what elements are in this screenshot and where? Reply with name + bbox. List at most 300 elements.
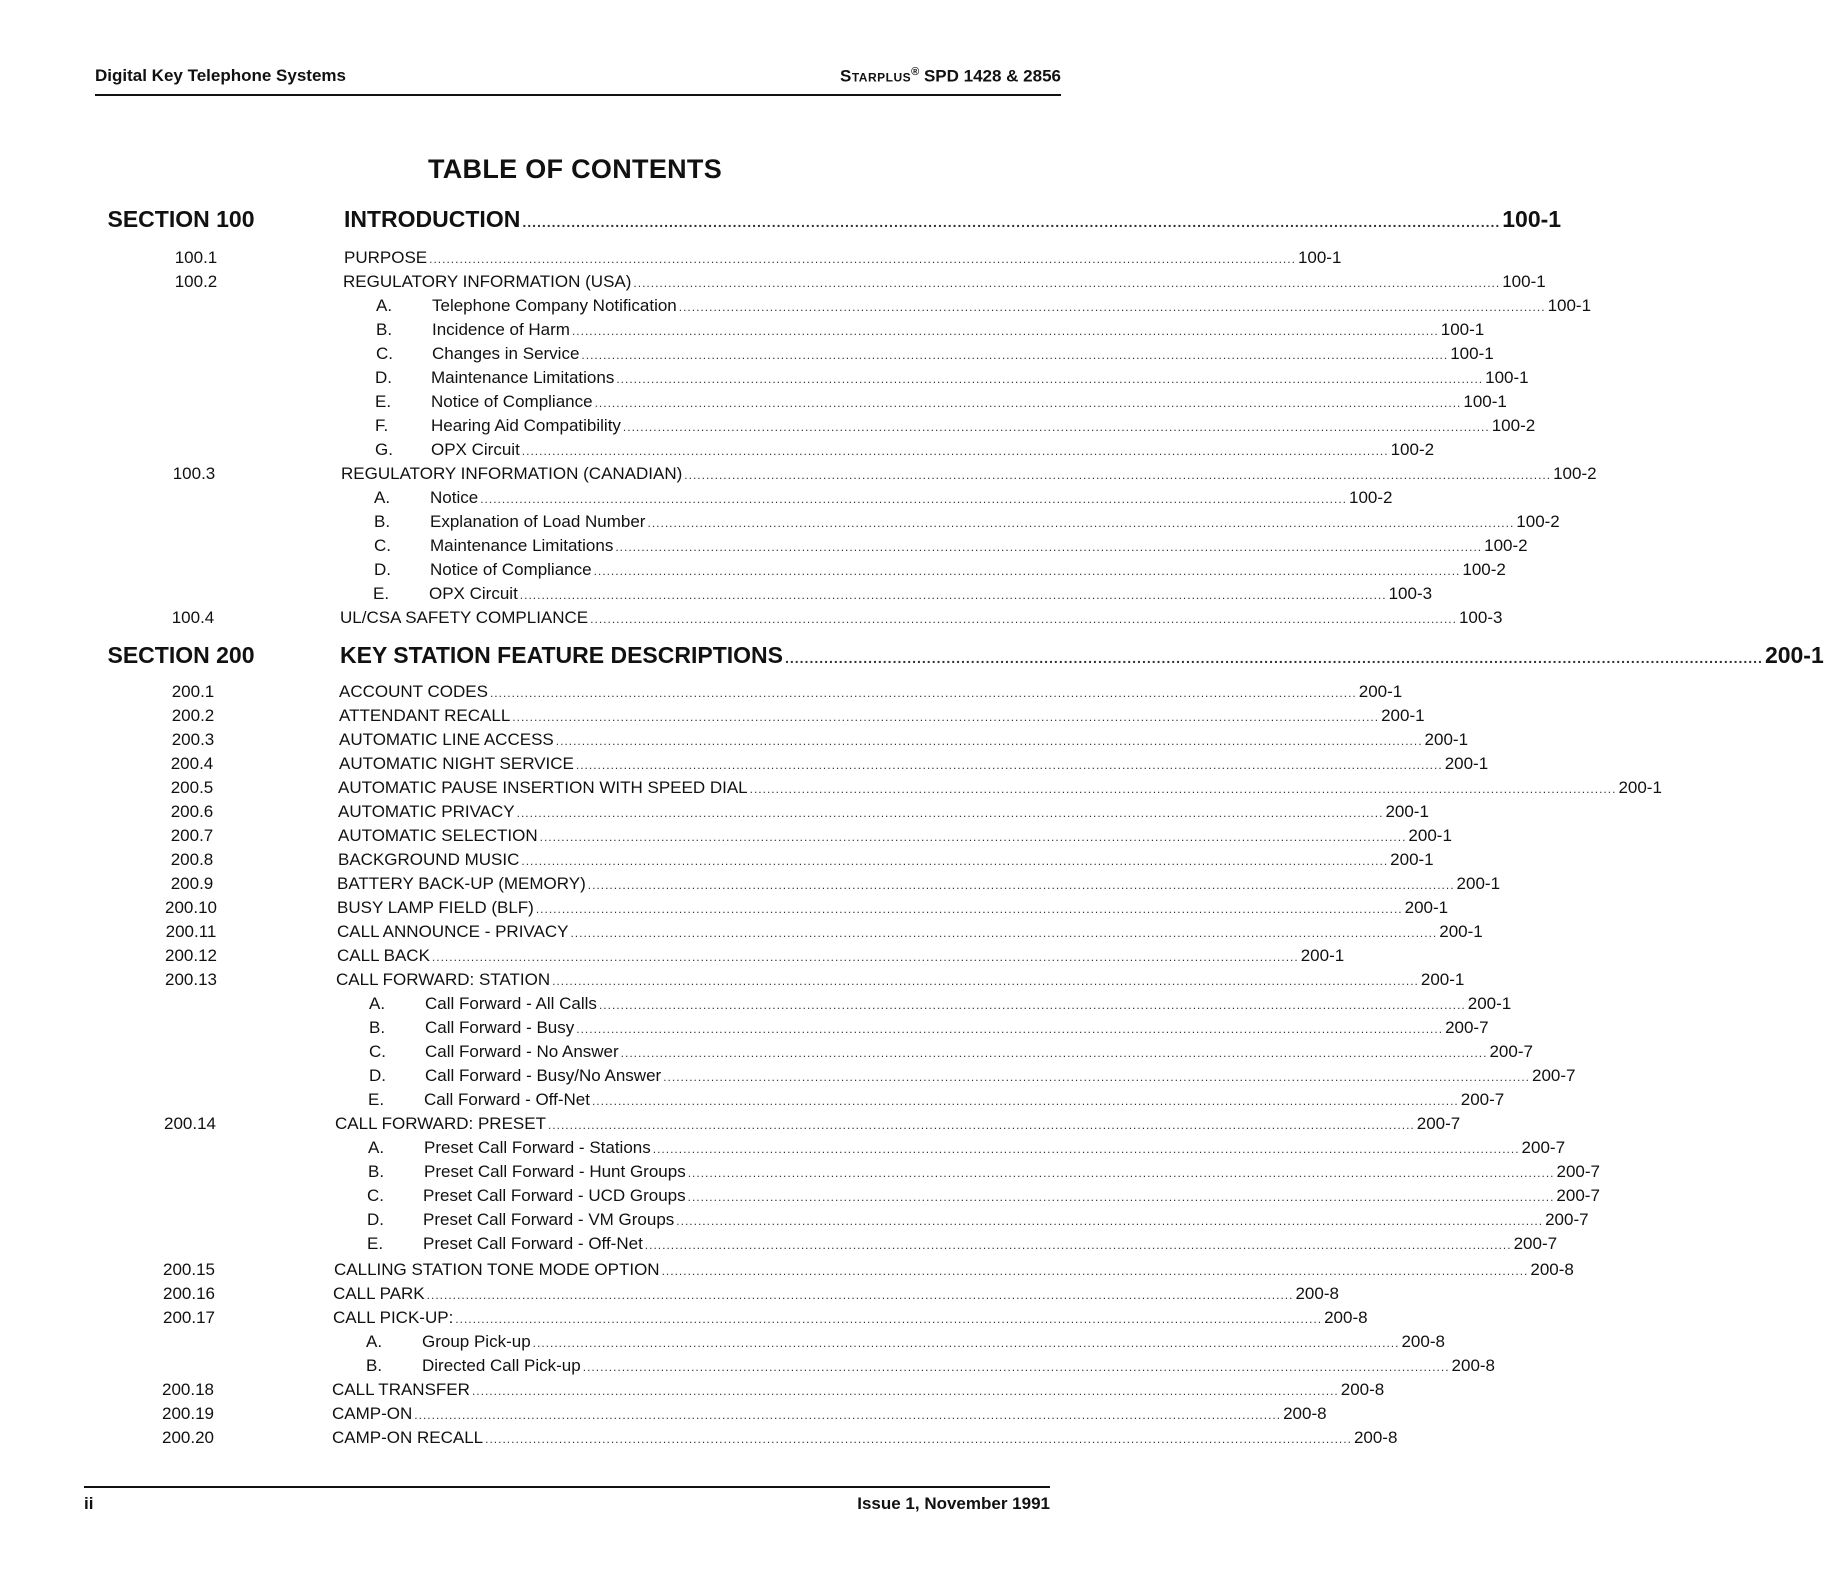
toc-item-number: 200.5: [170, 778, 214, 797]
toc-item-row: [0, 1284, 1339, 1308]
toc-page-number: 100-1: [1440, 320, 1485, 339]
toc-page-number: 100-1: [1502, 206, 1562, 232]
toc-subitem-row: [0, 994, 1512, 1018]
dot-leader: ........................................................................................................................................................................................................: [429, 252, 1296, 266]
toc-page-number: 100-1: [1463, 392, 1507, 411]
toc-page-number: 200-1: [1764, 642, 1824, 668]
toc-entry[interactable]: [375, 440, 1435, 460]
toc-entry[interactable]: [337, 946, 1345, 966]
toc-page-number: 200-1: [1456, 874, 1501, 893]
toc-entry[interactable]: [338, 850, 1434, 870]
toc-entry-title: CALL PARK: [333, 1284, 425, 1303]
dot-leader: ........................................................................................................................................................................................................: [521, 854, 1389, 868]
toc-subitem-letter: A.: [366, 1332, 383, 1351]
toc-entry-title: CALLING STATION TONE MODE OPTION: [334, 1260, 660, 1279]
toc-entry[interactable]: [333, 1284, 1339, 1304]
toc-subitem-row: [0, 1234, 1558, 1258]
toc-entry[interactable]: [368, 1090, 1505, 1110]
toc-page-number: 200-8: [1324, 1308, 1368, 1327]
dot-leader: ........................................................................................................................................................................................................: [644, 1238, 1512, 1252]
toc-page-number: 100-2: [1553, 464, 1597, 483]
toc-page-number: 100-1: [1450, 344, 1494, 363]
toc-entry-title: Call Forward - Busy/No Answer: [425, 1066, 662, 1085]
toc-entry[interactable]: [366, 1332, 1445, 1352]
toc-page-number: 100-2: [1390, 440, 1435, 459]
toc-entry-title: Hearing Aid Compatibility: [431, 416, 621, 435]
toc-subitem-letter: B.: [376, 320, 393, 339]
toc-entry-title: CALL PICK-UP:: [333, 1308, 454, 1327]
toc-item-row: [0, 922, 1483, 946]
toc-subitem-letter: C.: [374, 536, 391, 555]
toc-subitem-row: [0, 392, 1507, 416]
toc-item-row: [0, 272, 1546, 296]
toc-page-number: 200-1: [1444, 754, 1489, 773]
toc-subitem-letter: E.: [368, 1090, 385, 1109]
dot-leader: ........................................................................................................................................................................................................: [594, 396, 1462, 410]
toc-item-number: 200.2: [171, 706, 215, 725]
toc-item-row: [0, 682, 1403, 706]
toc-subitem-row: [0, 440, 1435, 464]
toc-item-row: [0, 898, 1449, 922]
toc-page-number: 200-8: [1340, 1380, 1385, 1399]
toc-item-row: [0, 826, 1452, 850]
toc-subitem-row: [0, 1042, 1533, 1066]
toc-subitem-letter: C.: [367, 1186, 384, 1205]
toc-page-number: 200-7: [1531, 1066, 1576, 1085]
toc-item-number: 100.4: [171, 608, 215, 627]
toc-page-number: 100-1: [1547, 296, 1592, 315]
toc-item-number: 200.15: [163, 1260, 215, 1279]
toc-entry-title: Notice of Compliance: [431, 392, 593, 411]
toc-subitem-row: [0, 512, 1560, 536]
dot-leader: ........................................................................................................................................................................................................: [414, 1408, 1282, 1422]
toc-entry-title: Call Forward - All Calls: [425, 994, 597, 1013]
toc-item-number: 200.7: [170, 826, 214, 845]
toc-item-number: 200.10: [165, 898, 217, 917]
toc-page-number: 200-7: [1556, 1162, 1600, 1181]
toc-subitem-letter: B.: [366, 1356, 383, 1375]
toc-subitem-row: [0, 1356, 1496, 1380]
toc-page-number: 100-1: [1485, 368, 1529, 387]
toc-subitem-letter: C.: [369, 1042, 386, 1061]
toc-subitem-row: [0, 1162, 1600, 1186]
toc-item-number: 200.1: [171, 682, 215, 701]
toc-entry[interactable]: [369, 1018, 1489, 1038]
dot-leader: ........................................................................................................................................................................................................: [519, 588, 1387, 602]
toc-entry[interactable]: [376, 320, 1485, 340]
toc-subitem-row: [0, 320, 1485, 344]
toc-page-number: 200-7: [1416, 1114, 1461, 1133]
dot-leader: ........................................................................................................................................................................................................: [582, 1360, 1450, 1374]
toc-entry-title: AUTOMATIC SELECTION: [338, 826, 538, 845]
toc-item-number: 100.3: [172, 464, 216, 483]
registered-mark: ®: [911, 66, 920, 78]
toc-entry[interactable]: [369, 994, 1512, 1014]
toc-item-row: [0, 1404, 1327, 1428]
toc-entry-title: BUSY LAMP FIELD (BLF): [337, 898, 534, 917]
toc-subitem-row: [0, 1138, 1566, 1162]
toc-item-number: 200.17: [163, 1308, 215, 1327]
header-model: SPD 1428 & 2856: [919, 66, 1061, 86]
dot-leader: ........................................................................................................................................................................................................: [431, 950, 1299, 964]
toc-entry-title: ATTENDANT RECALL: [339, 706, 511, 725]
toc-subitem-row: [0, 1186, 1600, 1210]
toc-entry-title: INTRODUCTION: [344, 206, 521, 232]
toc-subitem-row: [0, 560, 1506, 584]
toc-page-number: 200-1: [1467, 994, 1512, 1013]
toc-item-number: 200.11: [165, 922, 217, 941]
toc-item-row: [0, 1428, 1398, 1452]
toc-item-row: [0, 730, 1469, 754]
toc-subitem-row: [0, 368, 1529, 392]
toc-page-number: 200-8: [1401, 1332, 1445, 1351]
dot-leader: ........................................................................................................................................................................................................: [598, 998, 1466, 1012]
toc-section-row: [0, 642, 1824, 668]
toc-item-row: [0, 1380, 1385, 1404]
toc-item-number: 100.2: [174, 272, 218, 291]
toc-entry-title: Explanation of Load Number: [430, 512, 646, 531]
toc-page-number: 100-2: [1348, 488, 1393, 507]
toc-subitem-row: [0, 1018, 1489, 1042]
toc-item-row: [0, 1260, 1574, 1284]
toc-entry[interactable]: [339, 730, 1469, 750]
toc-item-number: 200.20: [162, 1428, 214, 1447]
toc-page-number: 200-8: [1530, 1260, 1574, 1279]
toc-entry[interactable]: [368, 1138, 1566, 1158]
toc-entry-title: Preset Call Forward - Off-Net: [423, 1234, 643, 1253]
toc-entry-title: Call Forward - Busy: [425, 1018, 575, 1037]
toc-subitem-row: [0, 584, 1433, 608]
toc-entry[interactable]: [332, 1380, 1385, 1400]
toc-item-number: 200.4: [170, 754, 214, 773]
toc-entry[interactable]: [336, 970, 1465, 990]
toc-entry-title: ACCOUNT CODES: [339, 682, 488, 701]
toc-entry[interactable]: [376, 344, 1494, 364]
toc-entry-title: CALL FORWARD: PRESET: [335, 1114, 546, 1133]
toc-page-number: 100-2: [1516, 512, 1560, 531]
toc-entry-title: Preset Call Forward - Stations: [424, 1138, 651, 1157]
toc-entry-title: Notice of Compliance: [430, 560, 592, 579]
dot-leader: ........................................................................................................................................................................................................: [539, 830, 1407, 844]
toc-subitem-letter: E.: [367, 1234, 384, 1253]
toc-subitem-letter: E.: [375, 392, 392, 411]
toc-entry[interactable]: [374, 560, 1506, 580]
toc-subitem-row: [0, 344, 1494, 368]
toc-entry[interactable]: [366, 1356, 1496, 1376]
toc-entry[interactable]: [344, 206, 1562, 233]
toc-entry-title: CALL FORWARD: STATION: [336, 970, 551, 989]
toc-item-number: 200.8: [170, 850, 214, 869]
toc-subitem-row: [0, 296, 1592, 320]
toc-page-number: 100-3: [1388, 584, 1433, 603]
dot-leader: ........................................................................................................................................................................................................: [471, 1384, 1339, 1398]
toc-entry[interactable]: [367, 1186, 1600, 1206]
toc-entry-title: Preset Call Forward - VM Groups: [423, 1210, 675, 1229]
toc-entry[interactable]: [339, 754, 1489, 774]
toc-subitem-letter: D.: [374, 560, 391, 579]
toc-entry-title: OPX Circuit: [429, 584, 518, 603]
header-brand: Starplus: [840, 66, 912, 86]
toc-entry[interactable]: [333, 1308, 1368, 1328]
dot-leader: ........................................................................................................................................................................................................: [684, 468, 1552, 482]
toc-page-number: 200-1: [1358, 682, 1403, 701]
dot-leader: ........................................................................................................................................................................................................: [593, 564, 1461, 578]
dot-leader: ........................................................................................................................................................................................................: [581, 348, 1449, 362]
toc-entry[interactable]: [340, 608, 1503, 628]
toc-entry-title: PURPOSE: [344, 248, 428, 267]
toc-entry-title: Incidence of Harm: [432, 320, 570, 339]
toc-item-row: [0, 874, 1501, 898]
toc-page-number: 100-1: [1297, 248, 1342, 267]
toc-section-number: SECTION 100: [107, 206, 255, 232]
toc-page-number: 200-1: [1408, 826, 1452, 845]
toc-entry-title: OPX Circuit: [431, 440, 520, 459]
dot-leader: ........................................................................................................................................................................................................: [571, 324, 1439, 338]
toc-page-number: 200-1: [1390, 850, 1434, 869]
toc-page-number: 200-1: [1618, 778, 1662, 797]
toc-item-row: [0, 1114, 1461, 1138]
toc-entry[interactable]: [339, 706, 1425, 726]
toc-entry[interactable]: [332, 1428, 1398, 1448]
toc-entry-title: Call Forward - Off-Net: [424, 1090, 590, 1109]
toc-entry-title: Changes in Service: [432, 344, 580, 363]
page-footer: [84, 1486, 1050, 1528]
toc-page-number: 200-7: [1556, 1186, 1600, 1205]
toc-subitem-row: [0, 1210, 1589, 1234]
toc-entry[interactable]: [332, 1404, 1327, 1424]
dot-leader: ........................................................................................................................................................................................................: [555, 734, 1423, 748]
page-number: ii: [84, 1494, 94, 1513]
toc-entry[interactable]: [338, 826, 1452, 846]
toc-page-number: 200-8: [1451, 1356, 1496, 1375]
toc-entry-title: BACKGROUND MUSIC: [338, 850, 520, 869]
toc-entry-title: CALL ANNOUNCE - PRIVACY: [337, 922, 569, 941]
toc-item-row: [0, 608, 1503, 632]
toc-subitem-letter: A.: [374, 488, 391, 507]
toc-subitem-letter: A.: [369, 994, 386, 1013]
toc-page-number: 100-2: [1484, 536, 1528, 555]
toc-entry[interactable]: [375, 368, 1529, 388]
dot-leader: ........................................................................................................................................................................................................: [687, 1190, 1555, 1204]
toc-item-row: [0, 946, 1345, 970]
toc-item-number: 200.9: [170, 874, 214, 893]
toc-item-number: 200.3: [171, 730, 215, 749]
toc-page-number: 200-7: [1489, 1042, 1533, 1061]
dot-leader: ........................................................................................................................................................................................................: [426, 1288, 1294, 1302]
toc-entry-title: Directed Call Pick-up: [422, 1356, 581, 1375]
toc-subitem-row: [0, 536, 1528, 560]
header-product: [840, 66, 1061, 87]
toc-section-row: [0, 206, 1562, 232]
toc-item-number: 200.19: [162, 1404, 214, 1423]
toc-item-number: 200.18: [162, 1380, 214, 1399]
toc-page-number: 100-1: [1502, 272, 1546, 291]
toc-item-row: [0, 778, 1662, 802]
toc-page-number: 200-1: [1404, 898, 1449, 917]
toc-entry-title: Call Forward - No Answer: [425, 1042, 619, 1061]
dot-leader: ........................................................................................................................................................................................................: [647, 516, 1515, 530]
toc-entry[interactable]: [369, 1042, 1533, 1062]
toc-entry-title: REGULATORY INFORMATION (CANADIAN): [341, 464, 683, 483]
toc-item-row: [0, 464, 1597, 488]
toc-subitem-letter: D.: [375, 368, 392, 387]
toc-entry[interactable]: [376, 296, 1592, 316]
toc-entry-title: Maintenance Limitations: [430, 536, 614, 555]
toc-section-number: SECTION 200: [107, 642, 255, 668]
dot-leader: ........................................................................................................................................................................................................: [615, 540, 1483, 554]
dot-leader: ........................................................................................................................................................................................................: [512, 710, 1380, 724]
toc-entry-title: CAMP-ON RECALL: [332, 1428, 484, 1447]
toc-item-number: 200.6: [170, 802, 214, 821]
toc-subitem-letter: A.: [368, 1138, 385, 1157]
toc-subitem-letter: E.: [373, 584, 390, 603]
toc-page-number: 200-1: [1420, 970, 1465, 989]
toc-subitem-letter: D.: [369, 1066, 386, 1085]
toc-subitem-letter: D.: [367, 1210, 384, 1229]
toc-page-number: 200-1: [1381, 706, 1425, 725]
dot-leader: ........................................................................................................................................................................................................: [587, 878, 1455, 892]
toc-entry[interactable]: [337, 874, 1501, 894]
toc-page-number: 200-1: [1300, 946, 1345, 965]
toc-page-number: 100-2: [1462, 560, 1506, 579]
toc-item-row: [0, 802, 1429, 826]
dot-leader: ........................................................................................................................................................................................................: [532, 1336, 1400, 1350]
toc-entry[interactable]: [335, 1114, 1461, 1134]
toc-item-row: [0, 970, 1465, 994]
toc-item-row: [0, 248, 1342, 272]
toc-entry[interactable]: [374, 488, 1393, 508]
toc-page-number: 200-1: [1424, 730, 1469, 749]
toc-entry-title: CAMP-ON: [332, 1404, 413, 1423]
dot-leader: ........................................................................................................................................................................................................: [575, 758, 1443, 772]
toc-entry[interactable]: [373, 584, 1433, 604]
dot-leader: ........................................................................................................................................................................................................: [485, 1432, 1352, 1446]
toc-entry[interactable]: [367, 1210, 1589, 1230]
toc-entry[interactable]: [374, 536, 1528, 556]
toc-subitem-letter: B.: [369, 1018, 386, 1037]
dot-leader: ........................................................................................................................................................................................................: [620, 1046, 1488, 1060]
toc-item-row: [0, 850, 1434, 874]
toc-entry-title: UL/CSA SAFETY COMPLIANCE: [340, 608, 589, 627]
dot-leader: ........................................................................................................................................................................................................: [616, 372, 1484, 386]
dot-leader: ........................................................................................................................................................................................................: [455, 1312, 1323, 1326]
toc-entry[interactable]: [339, 682, 1403, 702]
dot-leader: ........................................................................................................................................................................................................: [633, 276, 1501, 290]
toc-item-number: 200.14: [164, 1114, 216, 1133]
toc-entry[interactable]: [369, 1066, 1576, 1086]
toc-entry-title: REGULATORY INFORMATION (USA): [343, 272, 632, 291]
dot-leader: ........................................................................................................................................................................................................: [570, 926, 1438, 940]
toc-subitem-row: [0, 1332, 1445, 1356]
toc-page-number: 200-8: [1295, 1284, 1339, 1303]
toc-entry[interactable]: [344, 248, 1342, 268]
toc-entry[interactable]: [341, 464, 1597, 484]
dot-leader: ........................................................................................................................................................................................................: [516, 806, 1384, 820]
dot-leader: ........................................................................................................................................................................................................: [676, 1214, 1544, 1228]
toc-item-row: [0, 706, 1425, 730]
toc-entry[interactable]: [338, 778, 1662, 798]
toc-entry[interactable]: [334, 1260, 1574, 1280]
toc-entry-title: Group Pick-up: [422, 1332, 531, 1351]
toc-subitem-row: [0, 488, 1393, 512]
toc-entry-title: AUTOMATIC PRIVACY: [338, 802, 515, 821]
toc-item-number: 100.1: [174, 248, 218, 267]
toc-item-row: [0, 1308, 1368, 1332]
toc-entry[interactable]: [340, 642, 1824, 669]
dot-leader: ........................................................................................................................................................................................................: [480, 492, 1347, 506]
toc-page-number: 100-2: [1491, 416, 1536, 435]
dot-leader: ........................................................................................................................................................................................................: [652, 1142, 1520, 1156]
header-title: Digital Key Telephone Systems: [95, 66, 346, 85]
toc-entry[interactable]: [337, 922, 1483, 942]
toc-page-number: 200-7: [1460, 1090, 1505, 1109]
toc-entry-title: Maintenance Limitations: [431, 368, 615, 387]
dot-leader: ........................................................................................................................................................................................................: [552, 974, 1419, 988]
toc-subitem-row: [0, 1090, 1505, 1114]
toc-entry-title: BATTERY BACK-UP (MEMORY): [337, 874, 586, 893]
dot-leader: ........................................................................................................................................................................................................: [678, 300, 1546, 314]
toc-entry-title: Preset Call Forward - UCD Groups: [423, 1186, 686, 1205]
dot-leader: ........................................................................................................................................................................................................: [535, 902, 1403, 916]
toc-entry-title: Telephone Company Notification: [432, 296, 677, 315]
toc-subitem-letter: B.: [374, 512, 391, 531]
toc-page-number: 200-7: [1445, 1018, 1489, 1037]
toc-page-number: 200-7: [1521, 1138, 1566, 1157]
dot-leader: ........................................................................................................................................................................................................: [749, 782, 1617, 796]
toc-subitem-letter: A.: [376, 296, 393, 315]
toc-entry[interactable]: [338, 802, 1429, 822]
toc-subitem-letter: B.: [368, 1162, 385, 1181]
toc-page-number: 200-7: [1545, 1210, 1589, 1229]
toc-entry-title: Notice: [430, 488, 479, 507]
dot-leader: ........................................................................................................................................................................................................: [522, 214, 1501, 230]
toc-entry-title: KEY STATION FEATURE DESCRIPTIONS: [340, 642, 783, 668]
toc-entry[interactable]: [375, 392, 1507, 412]
dot-leader: ........................................................................................................................................................................................................: [521, 444, 1389, 458]
toc-entry-title: AUTOMATIC PAUSE INSERTION WITH SPEED DIAL: [338, 778, 748, 797]
page-header: [95, 64, 1061, 96]
toc-page-number: 200-1: [1385, 802, 1429, 821]
toc-entry-title: CALL TRANSFER: [332, 1380, 470, 1399]
toc-entry[interactable]: [367, 1234, 1558, 1254]
toc-page-number: 200-7: [1513, 1234, 1558, 1253]
dot-leader: ........................................................................................................................................................................................................: [547, 1118, 1415, 1132]
toc-entry-title: Preset Call Forward - Hunt Groups: [424, 1162, 686, 1181]
dot-leader: ........................................................................................................................................................................................................: [591, 1094, 1459, 1108]
toc-entry-title: CALL BACK: [337, 946, 430, 965]
toc-entry-title: AUTOMATIC NIGHT SERVICE: [339, 754, 574, 773]
toc-entry[interactable]: [337, 898, 1449, 918]
toc-item-row: [0, 754, 1489, 778]
toc-entry[interactable]: [374, 512, 1560, 532]
toc-item-number: 200.16: [163, 1284, 215, 1303]
toc-entry[interactable]: [368, 1162, 1600, 1182]
toc-item-number: 200.12: [165, 946, 217, 965]
dot-leader: ........................................................................................................................................................................................................: [785, 650, 1763, 666]
dot-leader: ........................................................................................................................................................................................................: [489, 686, 1357, 700]
dot-leader: ........................................................................................................................................................................................................: [576, 1022, 1444, 1036]
dot-leader: ........................................................................................................................................................................................................: [687, 1166, 1555, 1180]
dot-leader: ........................................................................................................................................................................................................: [661, 1264, 1529, 1278]
toc-subitem-letter: F.: [375, 416, 389, 435]
toc-page-number: 200-1: [1439, 922, 1483, 941]
dot-leader: ........................................................................................................................................................................................................: [622, 420, 1490, 434]
toc-item-number: 200.13: [165, 970, 217, 989]
toc-entry[interactable]: [343, 272, 1546, 292]
toc-entry[interactable]: [375, 416, 1536, 436]
toc-page-number: 100-3: [1458, 608, 1503, 627]
toc-page-number: 200-8: [1283, 1404, 1327, 1423]
